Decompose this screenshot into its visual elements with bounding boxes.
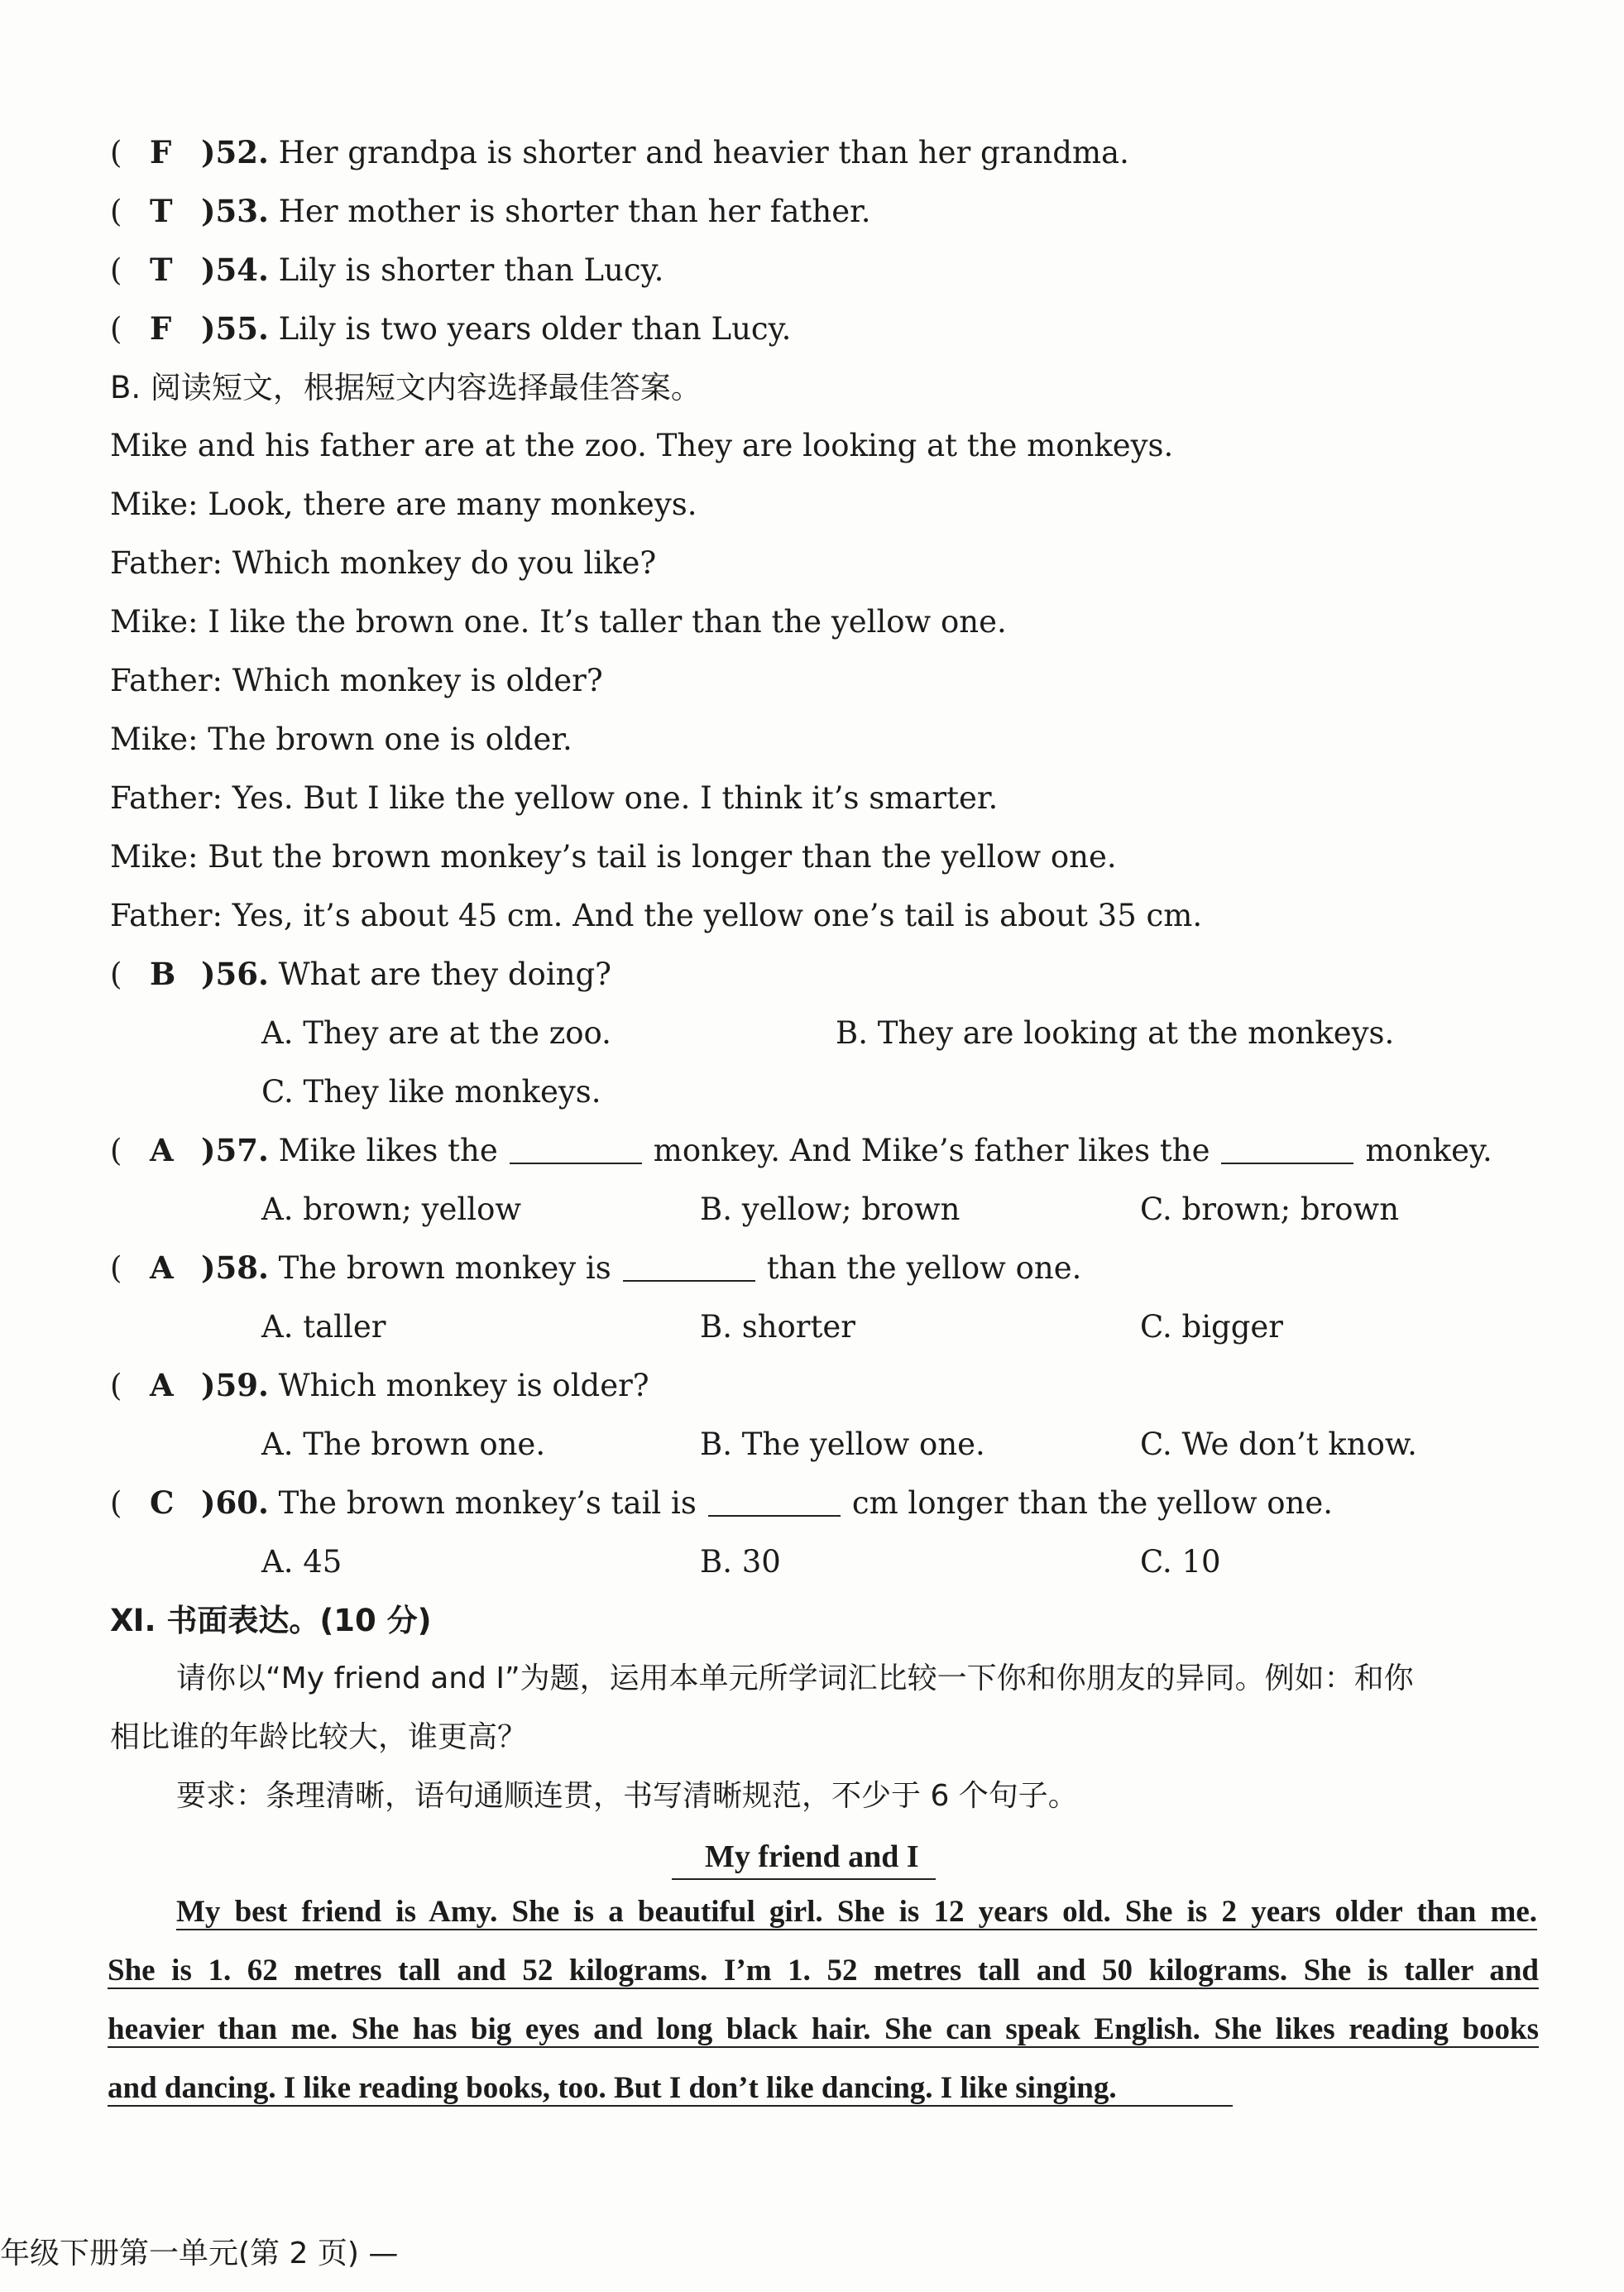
answer-paren: ( C [110, 1484, 175, 1521]
writing-requirement: 要求：条理清晰，语句通顺连贯，书写清晰规范，不少于 6 个句子。 [176, 1779, 1078, 1813]
essay-line: She is 1. 62 metres tall and 52 kilograms. I’m 1. 52 metres tall and 50 kilograms. She is taller and [108, 1954, 1539, 1988]
option-c: C. brown; brown [1140, 1192, 1400, 1227]
answer-letter: T [150, 193, 173, 229]
option-b: B. shorter [700, 1309, 855, 1345]
passage-line: Mike: Look, there are many monkeys. [110, 487, 697, 522]
answer-paren: ( B [110, 956, 176, 992]
answer-blank [708, 1490, 841, 1517]
answer-blank [623, 1255, 755, 1282]
answer-letter: C [150, 1484, 175, 1521]
option-a: A. The brown one. [261, 1427, 546, 1462]
passage-line: Mike: But the brown monkey’s tail is longer than the yellow one. [110, 839, 1117, 875]
option-b: B. 30 [700, 1544, 781, 1580]
question-number: )57. [201, 1132, 269, 1168]
question-text: What are they doing? [278, 957, 612, 992]
answer-letter: F [150, 310, 172, 347]
item-number: )55. [201, 310, 269, 347]
answer-paren: ( T [110, 252, 173, 288]
question-56 [110, 956, 612, 992]
answer-paren: ( A [110, 1367, 174, 1403]
option-c: C. 10 [1140, 1544, 1221, 1580]
item-text: Lily is shorter than Lucy. [278, 252, 664, 288]
answer-letter: B [150, 956, 176, 992]
answer-letter: T [150, 252, 173, 288]
question-text-part: cm longer than the yellow one. [851, 1485, 1334, 1521]
passage-line: Mike and his father are at the zoo. They are looking at the monkeys. [110, 428, 1174, 463]
question-number: )60. [201, 1484, 269, 1521]
passage-line: Father: Which monkey is older? [110, 663, 603, 698]
passage-line: Mike: I like the brown one. It’s taller than the yellow one. [110, 604, 1007, 640]
essay-title: My friend and I [672, 1839, 936, 1880]
question-number: )58. [201, 1249, 269, 1286]
section-b-instruction: B. 阅读短文，根据短文内容选择最佳答案。 [110, 370, 702, 405]
option-a: A. 45 [261, 1544, 343, 1580]
writing-prompt: 请你以“My friend and I”为题，运用本单元所学词汇比较一下你和你朋友的异同。例如：和你 [176, 1661, 1414, 1695]
page-footer: 年级下册第一单元(第 2 页) — [0, 2237, 399, 2270]
item-number: )54. [201, 252, 269, 288]
question-number: )56. [201, 956, 269, 992]
option-a: A. They are at the zoo. [261, 1015, 611, 1051]
answer-paren: ( A [110, 1132, 174, 1168]
question-number: )59. [201, 1367, 269, 1403]
answer-letter: F [150, 134, 172, 170]
tf-item-52 [110, 134, 1129, 170]
question-58 [110, 1249, 1082, 1286]
question-60 [110, 1484, 1334, 1521]
item-text: Her mother is shorter than her father. [278, 194, 871, 229]
option-b: B. They are looking at the monkeys. [836, 1015, 1395, 1051]
question-text-part: monkey. And Mike’s father likes the [653, 1133, 1210, 1168]
passage-line: Father: Yes, it’s about 45 cm. And the yellow one’s tail is about 35 cm. [110, 898, 1203, 933]
section-xi-heading: Ⅺ. 书面表达。(10 分) [110, 1603, 432, 1638]
question-text-part: Mike likes the [278, 1133, 498, 1168]
question-text-part: than the yellow one. [766, 1250, 1082, 1286]
answer-paren: ( T [110, 193, 173, 229]
essay-line: My best friend is Amy. She is a beautiful girl. She is 12 years old. She is 2 years older than me. [176, 1895, 1537, 1929]
option-a: A. taller [261, 1309, 386, 1345]
item-number: )53. [201, 193, 269, 229]
answer-letter: A [150, 1367, 174, 1403]
option-b: B. yellow; brown [700, 1192, 961, 1227]
answer-paren: ( A [110, 1249, 174, 1286]
essay-line: heavier than me. She has big eyes and long black hair. She can speak English. She likes reading books [108, 2012, 1539, 2046]
option-c: C. We don’t know. [1140, 1427, 1417, 1462]
tf-item-53 [110, 193, 871, 229]
option-b: B. The yellow one. [700, 1427, 985, 1462]
essay-line: and dancing. I like reading books, too. But I don’t like dancing. I like singing. [108, 2073, 1233, 2107]
question-text-part: The brown monkey’s tail is [278, 1485, 697, 1521]
tf-item-54 [110, 252, 664, 288]
writing-prompt: 相比谁的年龄比较大，谁更高？ [110, 1720, 528, 1754]
option-c: C. bigger [1140, 1309, 1283, 1345]
answer-paren: ( F [110, 134, 172, 170]
answer-letter: A [150, 1132, 174, 1168]
answer-blank [1221, 1138, 1353, 1164]
item-number: )52. [201, 134, 269, 170]
passage-line: Father: Which monkey do you like? [110, 545, 657, 581]
option-a: A. brown; yellow [261, 1192, 522, 1227]
question-text: Which monkey is older? [278, 1368, 649, 1403]
question-text-part: The brown monkey is [278, 1250, 611, 1286]
item-text: Her grandpa is shorter and heavier than her grandma. [278, 135, 1129, 170]
question-59 [110, 1367, 649, 1403]
question-57 [110, 1132, 1492, 1168]
tf-item-55 [110, 310, 792, 347]
answer-paren: ( F [110, 310, 172, 347]
option-c: C. They like monkeys. [261, 1074, 601, 1110]
passage-line: Mike: The brown one is older. [110, 722, 572, 757]
answer-blank [510, 1138, 642, 1164]
answer-letter: A [150, 1249, 174, 1286]
question-text-part: monkey. [1365, 1133, 1492, 1168]
item-text: Lily is two years older than Lucy. [278, 311, 792, 347]
passage-line: Father: Yes. But I like the yellow one. I think it’s smarter. [110, 780, 999, 816]
